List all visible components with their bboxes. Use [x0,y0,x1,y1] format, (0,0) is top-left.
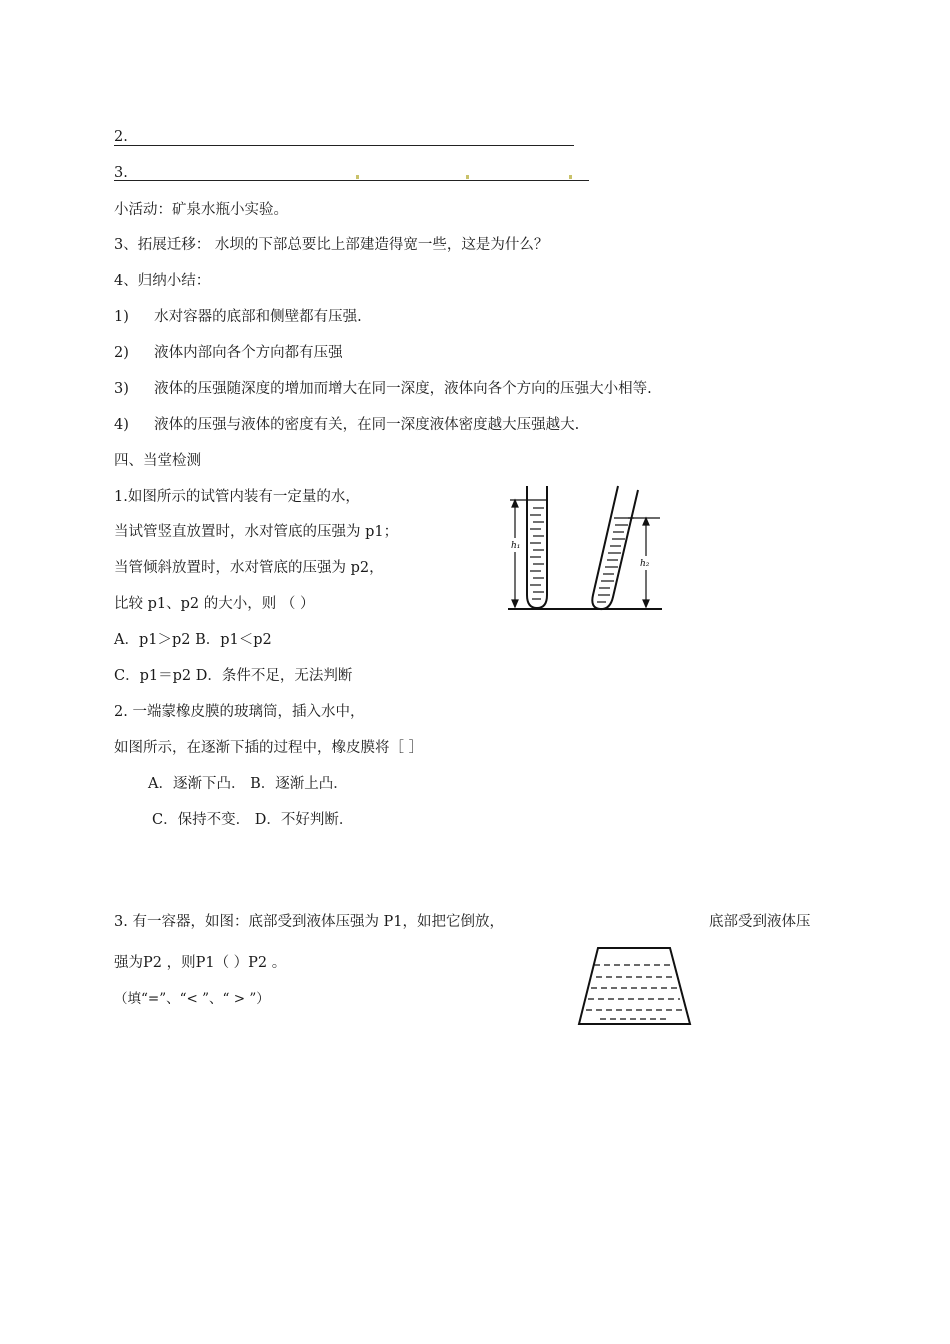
summary-item-text: 液体的压强与液体的密度有关，在同一深度液体密度越大压强越大. [154,417,580,433]
summary-item [114,380,652,398]
summary-heading: 4、归纳小结： [114,273,211,289]
h1-label: h₁ [511,541,521,551]
blank-item-2-label: 2. [114,129,128,145]
summary-item [114,308,362,326]
test-tube-figure [500,480,670,615]
summary-item-text: 液体内部向各个方向都有压强 [154,345,343,361]
summary-item [114,344,343,362]
q3-fill-hint: （填“=”、“< ”、“ > ”） [114,991,270,1007]
summary-item [114,416,579,434]
q2-option-row: C．保持不变． D．不好判断． [152,812,354,828]
q1-option-row: A．p1＞p2 B．p1＜p2 [114,632,272,648]
blank-item-3-label: 3. [114,165,128,181]
h2-label: h₂ [640,559,650,569]
q3-line-continued: 底部受到液体压 [709,914,811,930]
q2-line: 2. 一端蒙橡皮膜的玻璃筒，插入水中， [114,704,365,720]
q2-option-row: A．逐渐下凸． B．逐渐上凸． [148,776,348,792]
q1-line: 比较 p1、p2 的大小，则 （ ） [114,596,315,612]
activity-text: 小活动：矿泉水瓶小实验。 [114,202,288,218]
summary-item-number: 2) [114,345,129,361]
q2-line: 如图所示，在逐渐下插的过程中，橡皮膜将［ ］ [114,740,424,756]
summary-item-number: 1) [114,309,129,325]
answer-blank-line [114,145,574,146]
vertical-test-tube [527,486,547,608]
container-figure [574,944,696,1028]
q3-line: 3. 有一容器，如图：底部受到液体压强为 P1，如把它倒放， [114,914,505,930]
answer-blank-line [114,180,589,181]
q1-option-row: C．p1＝p2 D．条件不足，无法判断 [114,668,353,684]
scan-speck [356,175,359,179]
summary-item-number: 3) [114,381,129,397]
summary-item-text: 液体的压强随深度的增加而增大在同一深度，液体向各个方向的压强大小相等. [154,381,652,397]
extension-question: 3、拓展迁移： 水坝的下部总要比上部建造得宽一些，这是为什么？ [114,237,549,253]
q1-line: 当试管竖直放置时，水对管底的压强为 p1； [114,524,399,540]
section-heading: 四、当堂检测 [114,453,201,469]
scan-speck [569,175,572,179]
trapezoid-container [579,948,690,1024]
summary-item-text: 水对容器的底部和侧壁都有压强. [154,309,362,325]
q3-line: 强为P2 ，则P1（ ）P2 。 [114,955,287,971]
summary-item-number: 4) [114,417,129,433]
h1-dimension-arrow [510,500,527,607]
q1-line: 当管倾斜放置时，水对管底的压强为 p2， [114,560,384,576]
liquid-level-lines [586,965,684,1019]
scan-speck [466,175,469,179]
q1-line: 1.如图所示的试管内装有一定量的水， [114,489,360,505]
tilted-test-tube [592,486,638,609]
